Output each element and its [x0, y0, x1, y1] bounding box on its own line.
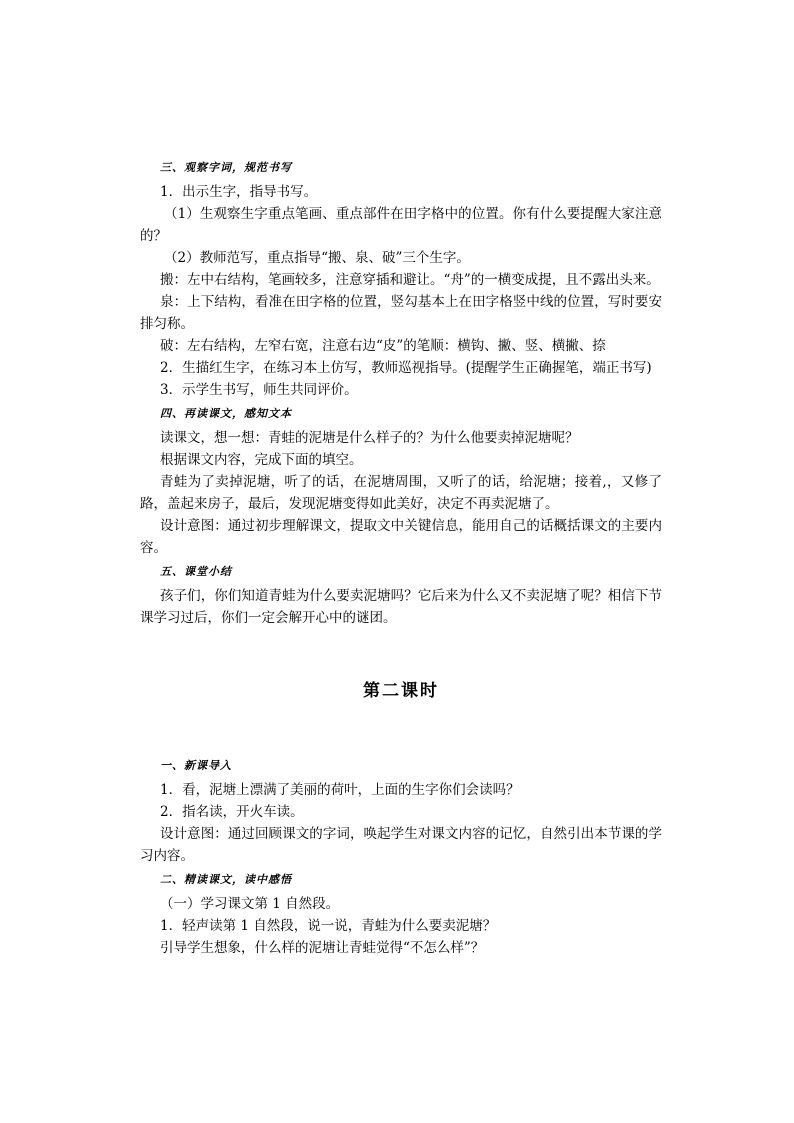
paragraph: 1．轻声读第 1 自然段，说一说，青蛙为什么要卖泥塘？	[160, 918, 497, 934]
section-heading-close-reading: 二、精读课文，读中感悟	[160, 873, 292, 886]
section-heading-summary: 五、课堂小结	[160, 565, 232, 578]
paragraph: （1）生观察生字重点笔画、重点部件在田字格中的位置。你有什么要提醒大家注意的？	[140, 206, 662, 244]
paragraph: 设计意图：通过初步理解课文，提取文中关键信息，能用自己的话概括课文的主要内容。	[140, 518, 662, 556]
paragraph: 泉：上下结构，看准在田字格的位置，竖勾基本上在田字格竖中线的位置，写时要安排匀称。	[140, 294, 662, 332]
document-body	[140, 155, 662, 959]
paragraph: 搬：左中右结构，笔画较多，注意穿插和避让。“舟”的一横变成提，且不露出头来。	[160, 272, 660, 288]
paragraph: 读课文，想一想：青蛙的泥塘是什么样子的？为什么他要卖掉泥塘呢？	[160, 430, 579, 446]
paragraph: 3．示学生书写，师生共同评价。	[160, 382, 358, 398]
paragraph: 破：左右结构，左窄右宽，注意右边“皮”的笔顺：横钩、撇、竖、横撇、捺	[160, 338, 606, 354]
paragraph: 2．生描红生字，在练习本上仿写，教师巡视指导。(提醒学生正确握笔，端正书写)	[160, 360, 652, 376]
section-heading-reread-text: 四、再读课文，感知文本	[160, 407, 292, 420]
paragraph: 设计意图：通过回顾课文的字词，唤起学生对课文内容的记忆，自然引出本节课的学习内容。	[140, 826, 662, 864]
spacer	[140, 705, 662, 753]
paragraph: 1．出示生字，指导书写。	[160, 184, 318, 200]
paragraph: 根据课文内容，完成下面的填空。	[160, 452, 363, 468]
spacer	[140, 629, 662, 677]
lesson-title: 第二课时	[363, 681, 439, 701]
paragraph: 1．看，泥塘上漂满了美丽的荷叶，上面的生字你们会读吗？	[160, 782, 520, 798]
paragraph: 2．指名读，开火车读。	[160, 804, 304, 820]
paragraph: 青蛙为了卖掉泥塘，听了的话，在泥塘周围，又听了的话，给泥塘；接着,，又修了路，盖起来房子，最后，发现泥塘变得如此美好，决定不再卖泥塘了。	[140, 474, 662, 512]
paragraph: 引导学生想象，什么样的泥塘让青蛙觉得“不怎么样”？	[160, 940, 485, 956]
section-heading-new-lesson-intro: 一、新课导入	[160, 759, 232, 772]
paragraph: （一）学习课文第 1 自然段。	[160, 896, 340, 912]
paragraph: 孩子们，你们知道青蛙为什么要卖泥塘吗？它后来为什么又不卖泥塘了呢？相信下节课学习过后，你们一定会解开心中的谜团。	[140, 588, 662, 626]
paragraph: （2）教师范写，重点指导“搬、泉、破”三个生字。	[164, 250, 470, 266]
section-heading-observe-words: 三、观察字词，规范书写	[160, 161, 292, 174]
